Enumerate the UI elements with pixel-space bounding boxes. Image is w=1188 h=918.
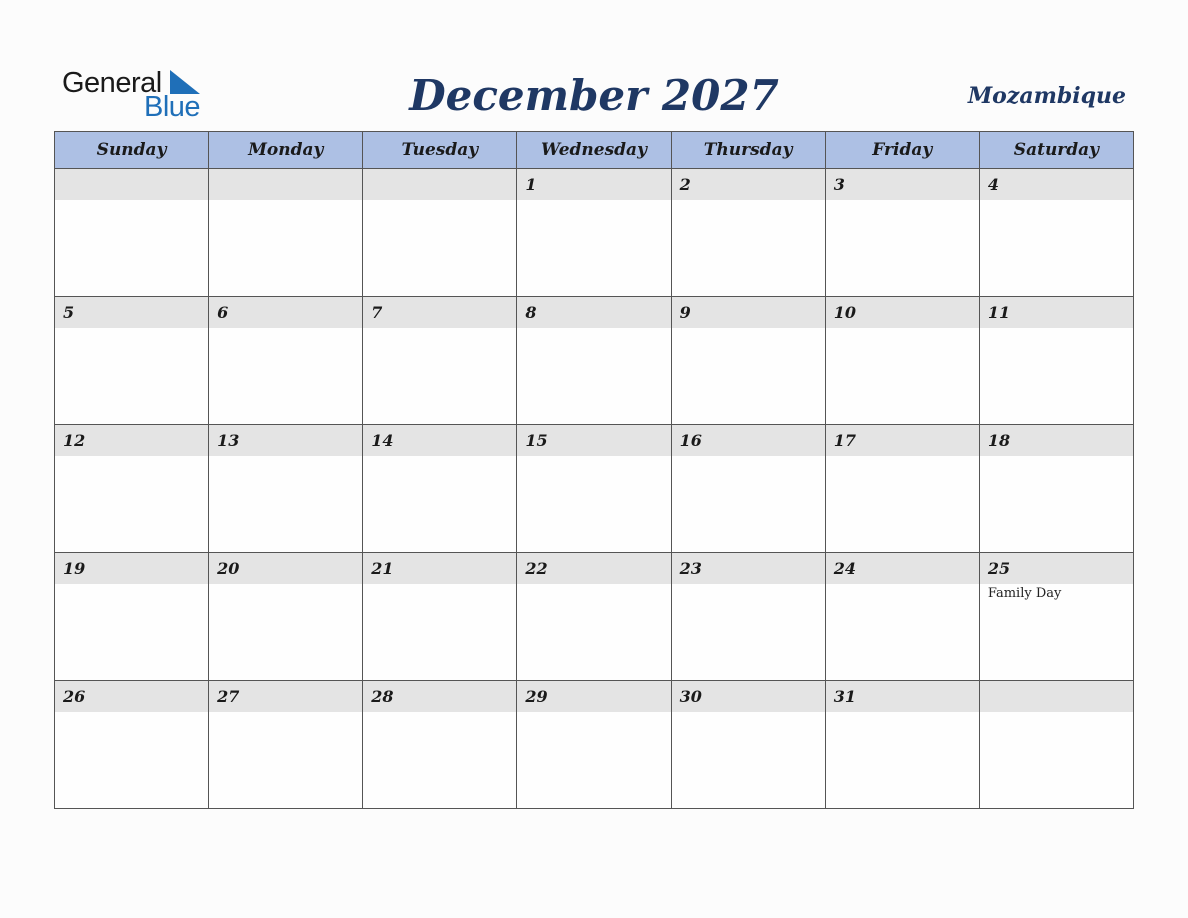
day-cell[interactable] [209, 297, 363, 425]
holiday-label [826, 712, 979, 714]
holiday-label [980, 456, 1133, 458]
day-number: 27 [209, 681, 362, 712]
week-row [55, 425, 1134, 553]
holiday-label: Family Day [987, 586, 1062, 601]
weekday-header: Friday [825, 132, 979, 169]
holiday-label [363, 712, 516, 714]
day-cell[interactable] [363, 553, 517, 681]
day-cell[interactable] [671, 297, 825, 425]
weekday-header: Wednesday [517, 132, 671, 169]
day-cell[interactable] [825, 169, 979, 297]
holiday-label [672, 456, 825, 458]
weekday-header: Thursday [671, 132, 825, 169]
holiday-label [672, 200, 825, 202]
weekday-header: Tuesday [363, 132, 517, 169]
day-number [209, 169, 362, 200]
day-number: 24 [826, 553, 979, 584]
holiday-label [517, 200, 670, 202]
week-row [55, 681, 1134, 809]
day-cell[interactable] [825, 553, 979, 681]
day-number: 1 [517, 169, 670, 200]
month-grid [54, 131, 1134, 809]
holiday-label [363, 328, 516, 330]
day-number: 7 [363, 297, 516, 328]
day-number: 9 [672, 297, 825, 328]
day-number: 18 [980, 425, 1133, 456]
day-number: 31 [826, 681, 979, 712]
day-cell[interactable] [55, 553, 209, 681]
holiday-label [55, 584, 208, 586]
holiday-label [363, 200, 516, 202]
day-number: 13 [209, 425, 362, 456]
day-cell[interactable] [979, 681, 1133, 809]
day-cell[interactable] [517, 681, 671, 809]
day-cell[interactable] [209, 681, 363, 809]
day-cell[interactable] [517, 169, 671, 297]
day-number: 12 [55, 425, 208, 456]
week-row [55, 553, 1134, 681]
holiday-label [209, 584, 362, 586]
day-cell[interactable] [209, 169, 363, 297]
day-number: 3 [826, 169, 979, 200]
holiday-label [517, 328, 670, 330]
day-number: 29 [517, 681, 670, 712]
holiday-label [209, 456, 362, 458]
day-number: 14 [363, 425, 516, 456]
day-cell[interactable] [55, 681, 209, 809]
day-cell[interactable] [671, 425, 825, 553]
holiday-label [980, 200, 1133, 202]
day-number: 5 [55, 297, 208, 328]
day-number: 20 [209, 553, 362, 584]
weekday-header: Monday [209, 132, 363, 169]
day-cell[interactable] [825, 425, 979, 553]
day-number: 17 [826, 425, 979, 456]
holiday-label [826, 456, 979, 458]
holiday-label [517, 456, 670, 458]
day-number: 28 [363, 681, 516, 712]
day-cell[interactable] [55, 425, 209, 553]
logo-text-general: General [62, 67, 162, 99]
day-number: 16 [672, 425, 825, 456]
holiday-label [826, 200, 979, 202]
holiday-label [980, 712, 1133, 714]
day-cell[interactable] [363, 169, 517, 297]
weekday-header-row [55, 132, 1134, 169]
day-cell[interactable] [209, 553, 363, 681]
day-cell[interactable] [671, 169, 825, 297]
day-cell[interactable] [671, 681, 825, 809]
holiday-label [209, 200, 362, 202]
day-cell[interactable] [517, 297, 671, 425]
holiday-label [209, 712, 362, 714]
day-cell[interactable] [979, 297, 1133, 425]
day-number: 15 [517, 425, 670, 456]
holiday-label [363, 456, 516, 458]
day-number [55, 169, 208, 200]
weekday-header: Sunday [55, 132, 209, 169]
holiday-label [517, 584, 670, 586]
day-number: 6 [209, 297, 362, 328]
day-number [363, 169, 516, 200]
holiday-label [517, 712, 670, 714]
logo-text-blue: Blue [144, 91, 201, 123]
week-row [55, 297, 1134, 425]
day-cell[interactable] [209, 425, 363, 553]
holiday-label [672, 584, 825, 586]
holiday-label [980, 328, 1133, 330]
day-number: 2 [672, 169, 825, 200]
day-number: 23 [672, 553, 825, 584]
day-number: 4 [980, 169, 1133, 200]
day-cell[interactable] [979, 169, 1133, 297]
day-cell[interactable] [363, 425, 517, 553]
day-cell[interactable] [979, 553, 1133, 681]
day-number: 22 [517, 553, 670, 584]
day-number: 30 [672, 681, 825, 712]
day-number: 21 [363, 553, 516, 584]
holiday-label [55, 200, 208, 202]
holiday-label [826, 584, 979, 586]
holiday-label [826, 328, 979, 330]
day-number: 8 [517, 297, 670, 328]
day-number [980, 681, 1133, 712]
day-cell[interactable] [55, 297, 209, 425]
holiday-label [672, 328, 825, 330]
page-title: December 2027 [409, 71, 779, 120]
day-cell[interactable] [825, 297, 979, 425]
day-cell[interactable] [363, 681, 517, 809]
week-row [55, 169, 1134, 297]
day-cell[interactable] [825, 681, 979, 809]
day-number: 26 [55, 681, 208, 712]
day-cell[interactable] [517, 425, 671, 553]
day-number: 25 [980, 553, 1133, 584]
day-number: 10 [826, 297, 979, 328]
day-cell[interactable] [517, 553, 671, 681]
holiday-label [672, 712, 825, 714]
day-cell[interactable] [671, 553, 825, 681]
day-number: 19 [55, 553, 208, 584]
holiday-label [55, 712, 208, 714]
day-number: 11 [980, 297, 1133, 328]
day-cell[interactable] [55, 169, 209, 297]
holiday-label [55, 328, 208, 330]
holiday-label [55, 456, 208, 458]
day-cell[interactable] [979, 425, 1133, 553]
holiday-label [209, 328, 362, 330]
country-label: Mozambique [967, 83, 1126, 109]
weekday-header: Saturday [979, 132, 1133, 169]
day-cell[interactable] [363, 297, 517, 425]
holiday-label [363, 584, 516, 586]
